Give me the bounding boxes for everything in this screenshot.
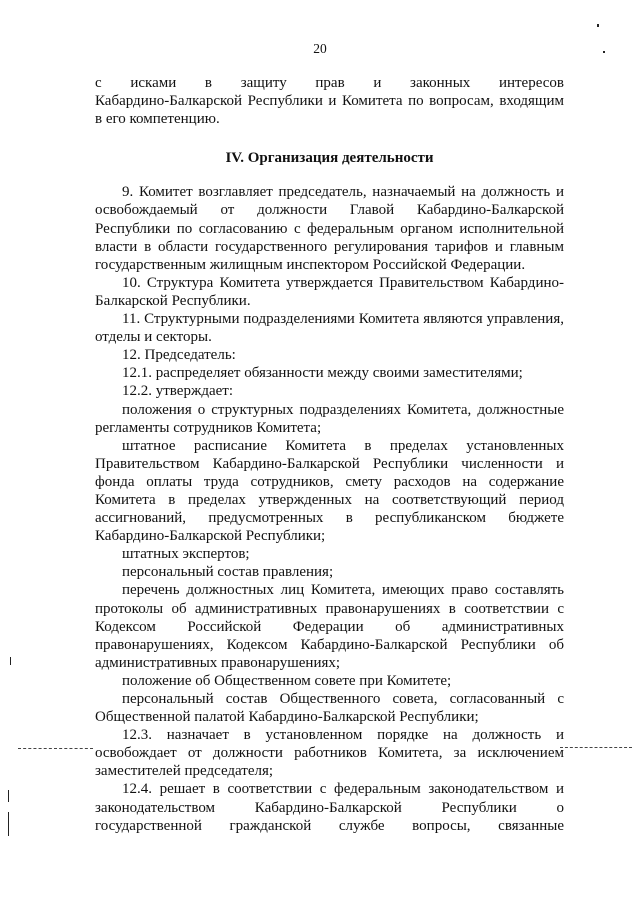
paragraph-9: 9. Комитет возглавляет председатель, назначаемый на должность и освобождаемый от должности Главой Кабардино-Балкарской Республики по согласованию с федеральным органом исполнительной власти в области государственного регулирования тарифов и главным государственным жилищным инспектором Российской Федерации. xyxy=(95,184,564,273)
list-item-experts: штатных экспертов; xyxy=(122,546,250,563)
intro-line-1: с исками в защиту прав и законных интересов xyxy=(95,75,564,91)
scan-mark xyxy=(597,24,599,27)
intro-line-2: Кабардино-Балкарской Республики и Комитета по вопросам, входящим xyxy=(95,93,564,110)
scan-mark xyxy=(603,51,605,53)
list-item-officials: перечень должностных лиц Комитета, имеющих право составлять протоколы об административных правонарушениях в соответствии с Кодексом Российской Федерации об административных правонарушениях, Кодексом Кабардино-Балкарской Республики об административных правонарушениях; xyxy=(95,582,564,671)
list-item-public-council-members: персональный состав Общественного совета, согласованный с Общественной палатой Кабардино-Балкарской Республики; xyxy=(95,691,564,726)
paragraph-12-1: 12.1. распределяет обязанности между своими заместителями; xyxy=(122,365,523,382)
scan-mark xyxy=(8,790,9,802)
scan-mark xyxy=(10,657,11,665)
list-item-staff-schedule: штатное расписание Комитета в пределах установленных Правительством Кабардино-Балкарской Республики численности и фонда оплаты труда сотрудников, смету расходов на содержание Комитета в пределах утвержденных на соответствующий период ассигнований, предусмотренных в республиканском бюджете Кабардино-Балкарской Республики; xyxy=(95,437,564,545)
list-item-board: персональный состав правления; xyxy=(122,564,334,581)
paragraph-12-4: 12.4. решает в соответствии с федеральным законодательством и законодательством Кабардино-Балкарской Республики о государственной гражданской службе вопросы, связанные xyxy=(95,781,564,834)
paragraph-12-2: 12.2. утверждает: xyxy=(122,383,233,400)
paragraph-11: 11. Структурными подразделениями Комитета являются управления, отделы и секторы. xyxy=(95,311,564,346)
list-item-public-council-regulation: положение об Общественном совете при Комитете; xyxy=(122,672,452,689)
scan-fold-line xyxy=(18,748,93,749)
document-body xyxy=(95,74,564,835)
intro-line-3: в его компетенцию. xyxy=(95,111,220,128)
scan-mark xyxy=(8,812,9,836)
paragraph-12: 12. Председатель: xyxy=(122,347,236,364)
scan-fold-line xyxy=(560,747,632,748)
paragraph-10: 10. Структура Комитета утверждается Правительством Кабардино-Балкарской Республики. xyxy=(95,274,564,309)
section-heading: IV. Организация деятельности xyxy=(225,150,434,167)
paragraph-12-3: 12.3. назначает в установленном порядке на должность и освобождает от должности работников Комитета, за исключением заместителей председателя; xyxy=(95,727,564,780)
page-number: 20 xyxy=(313,41,327,56)
list-item-regulations: положения о структурных подразделениях Комитета, должностные регламенты сотрудников Комитета; xyxy=(95,401,564,436)
